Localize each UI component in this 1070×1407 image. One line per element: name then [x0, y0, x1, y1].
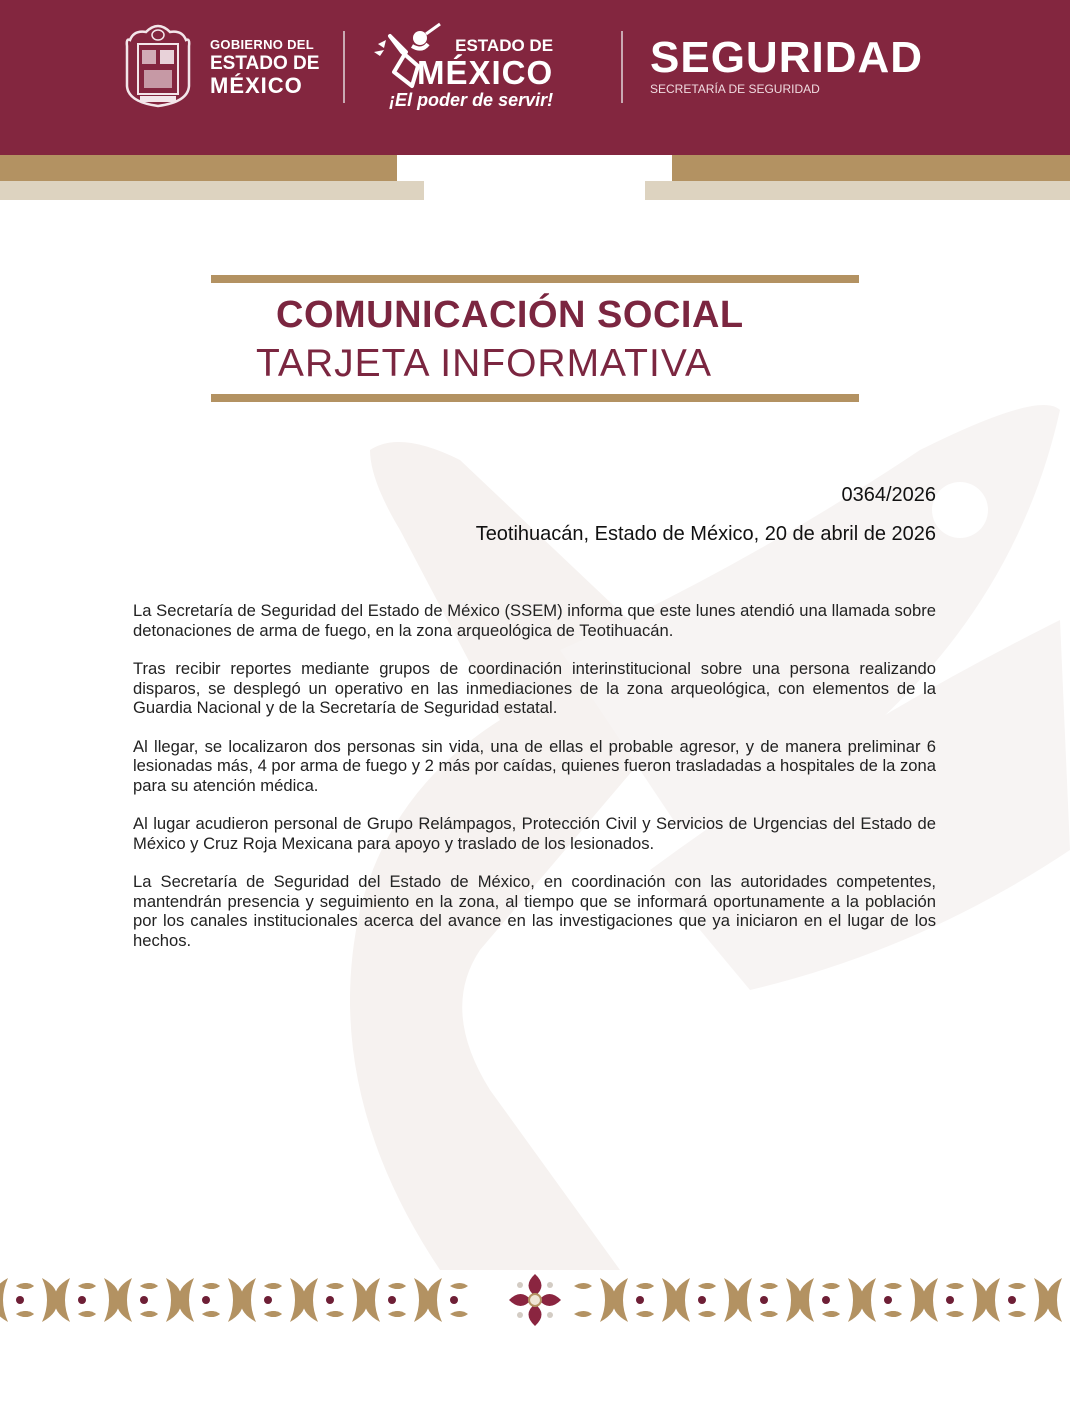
- header-divider: [343, 31, 345, 103]
- central-flower: [509, 1274, 561, 1326]
- estado-slogan: ¡El poder de servir!: [389, 90, 554, 110]
- coat-of-arms-icon: [124, 24, 192, 108]
- paragraph: Tras recibir reportes mediante grupos de coordinación interinstitucional sobre una persona realizando disparos, se desplegó un operativo en las inmediaciones de la zona arqueológica, con elementos de la Guardia Nacional y de la Secretaría de Seguridad estatal.: [133, 659, 936, 717]
- header-band-beige-right: [645, 181, 1070, 200]
- gobierno-line2: ESTADO DE: [210, 53, 320, 74]
- folio-number: 0364/2026: [841, 484, 936, 506]
- seguridad-subtitle: SECRETARÍA DE SEGURIDAD: [650, 82, 820, 96]
- header-band-beige-left: [0, 181, 424, 200]
- estado-line2: MÉXICO: [417, 54, 554, 91]
- estado-mexico-logo-text: [389, 36, 554, 111]
- gobierno-logo-text: [210, 38, 319, 97]
- header-band-gold-left: [0, 155, 397, 181]
- seguridad-title: SEGURIDAD: [650, 33, 924, 82]
- paragraph: Al lugar acudieron personal de Grupo Relámpagos, Protección Civil y Servicios de Urgencias del Estado de México y Cruz Roja Mexicana para apoyo y traslado de los lesionados.: [133, 814, 936, 853]
- paragraph: La Secretaría de Seguridad del Estado de México (SSEM) informa que este lunes atendió una llamada sobre detonaciones de arma de fuego, en la zona arqueológica de Teotihuacán.: [133, 601, 936, 640]
- gobierno-line1: GOBIERNO DEL: [210, 37, 314, 52]
- estado-line1: ESTADO DE: [455, 36, 554, 55]
- footer-ornament-icon: [0, 1272, 1070, 1328]
- section-subtitle: TARJETA INFORMATIVA: [256, 342, 712, 385]
- gobierno-line3: MÉXICO: [210, 73, 303, 98]
- document-body: [133, 601, 936, 969]
- paragraph: Al llegar, se localizaron dos personas sin vida, una de ellas el probable agresor, y de manera preliminar 6 lesionadas más, 4 por arma de fuego y 2 más por caídas, quienes fueron trasladadas a hospitales de la zona para su atención médica.: [133, 736, 936, 795]
- paragraph: La Secretaría de Seguridad del Estado de México, en coordinación con las autoridades competentes, mantendrán presencia y seguimiento en la zona, al tiempo que se informará oportunamente a la población por los canales institucionales acerca del avance en las investigaciones que ya iniciaron en el lugar de los hechos.: [133, 872, 936, 950]
- section-title: COMUNICACIÓN SOCIAL: [276, 294, 744, 336]
- seguridad-logo-text: [650, 33, 924, 96]
- header-band-gold-right: [672, 155, 1070, 181]
- place-date: Teotihuacán, Estado de México, 20 de abril de 2026: [475, 523, 936, 545]
- title-rule-top: [211, 275, 859, 283]
- title-rule-bottom: [211, 394, 859, 402]
- header-divider: [621, 31, 623, 103]
